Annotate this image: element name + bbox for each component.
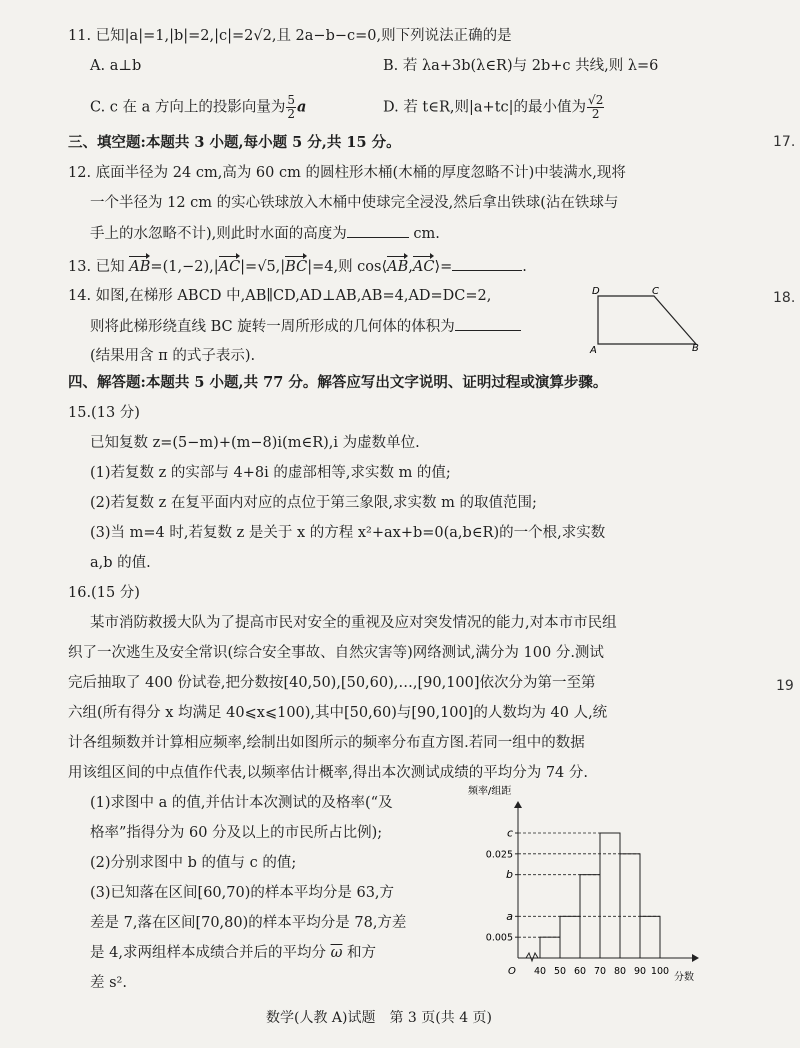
trapezoid-shape [598, 296, 696, 344]
histogram-bar [620, 854, 640, 958]
q15-line-1: 已知复数 z=(5−m)+(m−8)i(m∈R),i 为虚数单位. [90, 435, 420, 451]
trapezoid-figure [588, 282, 708, 354]
q13-answer-blank [452, 256, 522, 271]
q14-line-2-text: 则将此梯形绕直线 BC 旋转一周所形成的几何体的体积为 [90, 319, 455, 335]
q11-option-b: B. 若 λa+3b(λ∈R)与 2b+c 共线,则 λ=6 [383, 58, 659, 74]
q11-option-c-text: C. c 在 a 方向上的投影向量为 [90, 99, 286, 116]
q16-part-3c-text-2: 和方 [342, 945, 376, 961]
margin-number-19: 19 [776, 678, 794, 694]
histogram-bar [560, 916, 580, 958]
q13-text-5: ⟩= [434, 259, 453, 275]
q11-option-c [90, 94, 306, 121]
q16-part-2: (2)分别求图中 b 的值与 c 的值; [90, 855, 297, 871]
q11-option-c-vector: a [297, 98, 307, 116]
x-tick-label: 100 [650, 966, 670, 977]
q13-period: . [522, 259, 527, 275]
q13-text-4: |=4,则 cos⟨ [307, 259, 388, 275]
q16-part-3a: (3)已知落在区间[60,70)的样本平均分是 63,方 [90, 885, 395, 901]
q15-line-4: (3)当 m=4 时,若复数 z 是关于 x 的方程 x²+ax+b=0(a,b∈R)的一个根,求实数 [90, 525, 606, 541]
margin-number-18: 18. [773, 290, 796, 306]
histogram-bar [600, 833, 620, 958]
frac-num: 5 [287, 93, 296, 107]
q14-line-3: (结果用含 π 的式子表示). [90, 348, 256, 364]
frac-den: 2 [287, 107, 296, 121]
q13-vector-bc: BC [285, 259, 308, 275]
q15-line-2: (1)若复数 z 的实部与 4+8i 的虚部相等,求实数 m 的值; [90, 465, 451, 481]
x-tick-label: 50 [553, 966, 567, 977]
q16-part-1b: 格率”指得分为 60 分及以上的市民所占比例); [90, 825, 383, 841]
y-tick-label: c [506, 826, 513, 840]
q16-heading: 16.(15 分) [68, 585, 140, 601]
histogram-bar [640, 916, 660, 958]
q13-text-1: 13. 已知 [68, 259, 130, 275]
q11-option-d-text: D. 若 t∈R,则|a+tc|的最小值为 [383, 99, 587, 116]
q16-line-1: 某市消防救援大队为了提高市民对安全的重视及应对突发情况的能力,对本市市民组 [90, 615, 617, 631]
y-tick-label: 0.025 [485, 849, 513, 861]
label-b: B [692, 343, 699, 354]
frequency-histogram [460, 780, 720, 985]
x-tick-label: 70 [593, 966, 607, 977]
frac-num: √2 [588, 93, 604, 107]
q11-option-a: A. a⊥b [90, 58, 142, 74]
q13-vector-ac-2: AC [412, 259, 435, 275]
q16-part-3c [90, 943, 376, 963]
q15-heading: 15.(13 分) [68, 405, 140, 421]
y-tick-label: b [506, 868, 513, 882]
margin-number-17: 17. [773, 134, 796, 150]
x-tick-label: 90 [633, 966, 647, 977]
q16-line-5: 计各组频数并计算相应频率,绘制出如图所示的频率分布直方图.若同一组中的数据 [68, 735, 585, 751]
histogram-bar [540, 937, 560, 958]
label-a: A [590, 345, 597, 354]
y-tick-label: 0.005 [485, 932, 513, 944]
q12-answer-blank [347, 223, 409, 238]
q16-part-3b: 差是 7,落在区间[70,80)的样本平均分是 78,方差 [90, 915, 407, 931]
q16-mean-symbol: $\overline{\omega}$ [330, 945, 343, 961]
q12-line-2: 一个半径为 12 cm 的实心铁球放入木桶中使球完全浸没,然后拿出铁球(沾在铁球与 [90, 195, 619, 211]
frac-den: 2 [591, 107, 600, 121]
x-axis-label: 分数 [674, 972, 694, 983]
q14-line-2 [90, 316, 521, 337]
q13-comma: , [408, 259, 413, 275]
q13-line [68, 256, 527, 277]
x-tick-label: 80 [613, 966, 627, 977]
q14-line-1: 14. 如图,在梯形 ABCD 中,AB∥CD,AD⊥AB,AB=4,AD=DC=2, [68, 288, 492, 304]
q12-line-3 [90, 223, 440, 244]
y-tick-label: a [506, 909, 513, 923]
x-tick-label: 60 [573, 966, 587, 977]
x-tick-label: 40 [533, 966, 547, 977]
q13-text-3: |=√5,| [240, 259, 286, 275]
origin-label: O [508, 966, 516, 977]
q12-unit: cm. [413, 226, 440, 242]
q16-line-2: 织了一次逃生及安全常识(综合安全事故、自然灾害等)网络测试,满分为 100 分.测试 [68, 645, 604, 661]
q16-part-1a: (1)求图中 a 的值,并估计本次测试的及格率(“及 [90, 795, 393, 811]
section-3-heading: 三、填空题:本题共 3 小题,每小题 5 分,共 15 分。 [68, 134, 401, 151]
q11-stem: 11. 已知|a|=1,|b|=2,|c|=2√2,且 2a−b−c=0,则下列说法正确的是 [68, 28, 512, 44]
q11-option-d-fraction [587, 94, 604, 121]
q13-vector-ac: AC [218, 259, 241, 275]
q13-vector-ab-2: AB [387, 259, 409, 275]
q13-text-2: =(1,−2),| [150, 259, 219, 275]
q13-vector-ab: AB [129, 259, 151, 275]
q16-line-4: 六组(所有得分 x 均满足 40⩽x⩽100),其中[50,60)与[90,100]的人数均为 40 人,统 [68, 705, 608, 721]
q15-line-5: a,b 的值. [90, 555, 151, 571]
q15-line-3: (2)若复数 z 在复平面内对应的点位于第三象限,求实数 m 的取值范围; [90, 495, 537, 511]
q16-part-3d: 差 s². [90, 975, 127, 991]
q11-option-d [383, 94, 605, 121]
q14-answer-blank [455, 316, 521, 331]
q12-line-1: 12. 底面半径为 24 cm,高为 60 cm 的圆柱形木桶(木桶的厚度忽略不计)中装满水,现将 [68, 165, 626, 181]
label-c: C [652, 286, 659, 297]
q16-line-3: 完后抽取了 400 份试卷,把分数按[40,50),[50,60),…,[90,100]依次分为第一至第 [68, 675, 596, 691]
q16-line-6: 用该组区间的中点值作代表,以频率估计概率,得出本次测试成绩的平均分为 74 分. [68, 765, 588, 781]
q12-line-3-text: 手上的水忽略不计),则此时水面的高度为 [90, 226, 347, 242]
q16-part-3c-text: 是 4,求两组样本成绩合并后的平均分 [90, 945, 331, 961]
page-footer: 数学(人教 A)试题 第 3 页(共 4 页) [266, 1010, 493, 1026]
q11-option-c-fraction [286, 94, 296, 121]
y-axis-label: 频率/组距 [468, 786, 512, 797]
label-d: D [592, 286, 600, 297]
axis-break-icon [526, 953, 538, 961]
section-4-heading: 四、解答题:本题共 5 小题,共 77 分。解答应写出文字说明、证明过程或演算步骤。 [68, 374, 608, 391]
